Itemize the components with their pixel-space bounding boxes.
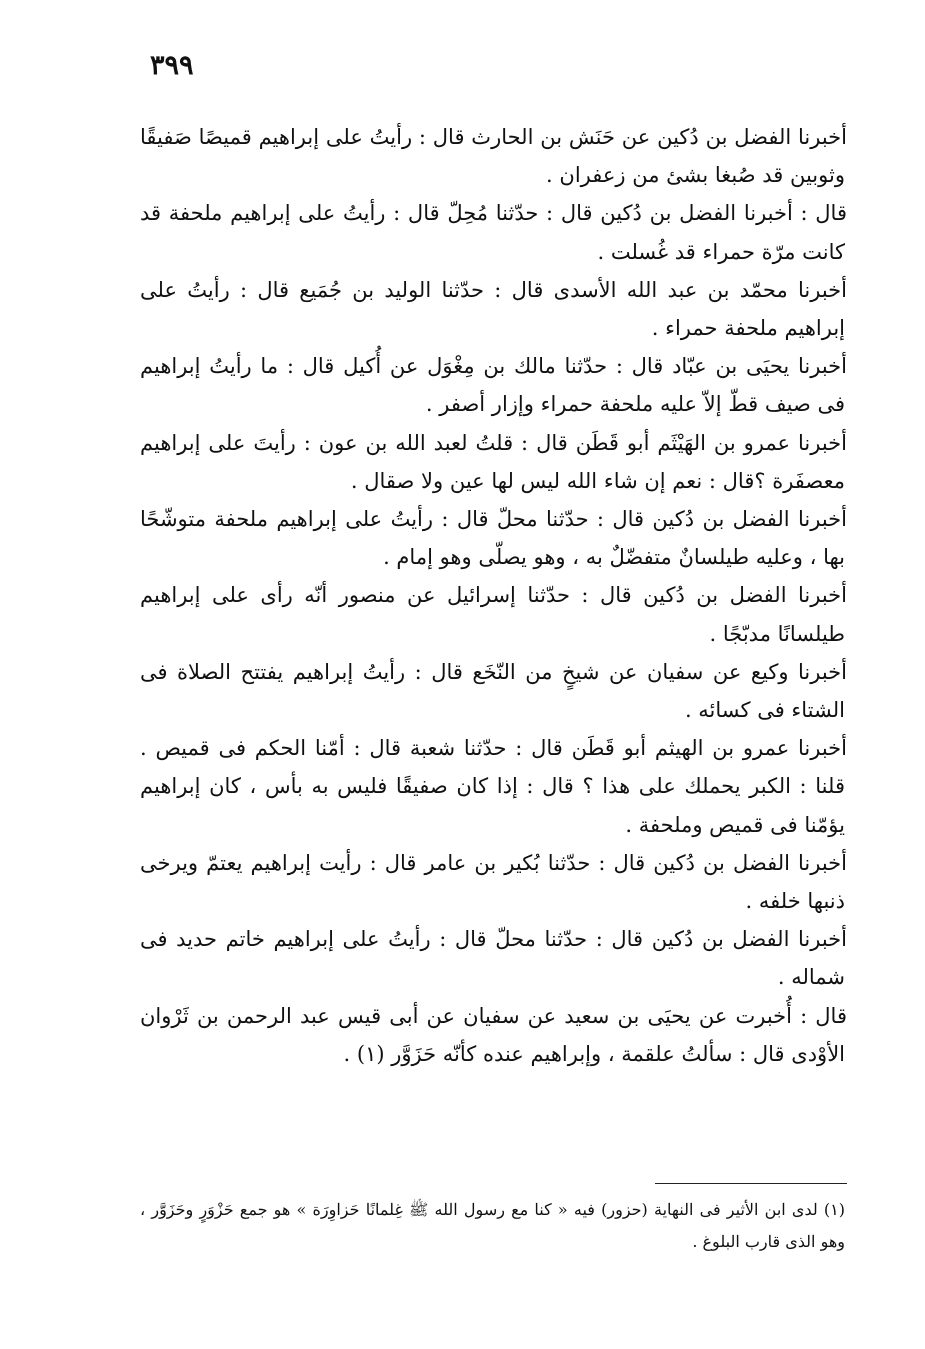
paragraph: أخبرنا الفضل بن دُكين قال : حدّثنا محلّ قال : رأيتُ على إبراهيم خاتم حديد فى شماله . bbox=[140, 927, 847, 990]
paragraph: أخبرنا عمرو بن الهَيْثَم أبو قَطَن قال : قلتُ لعبد الله بن عون : رأيتَ على إبراهيم معصفَرة ؟قال : نعم إن شاء الله ليس لها عين ولا صقال . bbox=[140, 430, 847, 493]
paragraph: أخبرنا وكيع عن سفيان عن شيخٍ من النّخَع قال : رأيتُ إبراهيم يفتتح الصلاة فى الشتاء فى كسائه . bbox=[140, 659, 847, 723]
main-text bbox=[140, 118, 845, 1073]
paragraph: أخبرنا الفضل بن دُكين قال : حدّثنا بُكير بن عامر قال : رأيت إبراهيم يعتمّ ويرخى ذنبها خلفه . bbox=[140, 850, 847, 914]
paragraph: أخبرنا عمرو بن الهيثم أبو قَطَن قال : حدّثنا شعبة قال : أمّنا الحكم فى قميص . قلنا : الكبر يحملك على هذا ؟ قال : إذا كان صفيقًا فليس به بأس ، كان إبراهيم يؤمّنا فى قميص وملحفة . bbox=[140, 736, 847, 837]
paragraph: أخبرنا الفضل بن دُكين قال : حدّثنا إسرائيل عن منصور أنّه رأى على إبراهيم طيلسانًا مدبّجًا . bbox=[140, 583, 847, 646]
paragraph: أخبرنا يحيَى بن عبّاد قال : حدّثنا مالك بن مِغْوَل عن أُكيل قال : ما رأيتُ إبراهيم فى صيف قطّ إلاّ عليه ملحفة حمراء وإزار أصفر . bbox=[140, 354, 847, 417]
footnote-divider bbox=[655, 1183, 847, 1184]
paragraph: قال : أُخبرت عن يحيَى بن سعيد عن سفيان عن أبى قيس عبد الرحمن بن ثَرْوان الأوْدى قال : سألتُ علقمة ، وإبراهيم عنده كأنّه حَزَوَّر (١) . bbox=[140, 1003, 847, 1066]
paragraph: قال : أخبرنا الفضل بن دُكين قال : حدّثنا مُحِلّ قال : رأيتُ على إبراهيم ملحفة قد كانت مرّة حمراء قد غُسلت . bbox=[140, 201, 847, 264]
paragraph: أخبرنا الفضل بن دُكين عن حَنَش بن الحارث قال : رأيتُ على إبراهيم قميصًا صَفيقًا وثوبين قد صُبغا بشئ من زعفران . bbox=[140, 125, 847, 188]
paragraph: أخبرنا محمّد بن عبد الله الأسدى قال : حدّثنا الوليد بن جُمَيع قال : رأيتُ على إبراهيم ملحفة حمراء . bbox=[140, 277, 847, 341]
footnote: (١) لدى ابن الأثير فى النهاية (حزور) فيه « كنا مع رسول الله ﷺ غِلمانًا حَزاوِرَة » هو جمع حَزْوَرٍ وحَزَوَّر ، وهو الذى قارب البلوغ . bbox=[140, 1200, 845, 1251]
paragraph: أخبرنا الفضل بن دُكين قال : حدّثنا محلّ قال : رأيتُ على إبراهيم ملحفة متوشّحًا بها ، وعليه طيلسانٌ متفضّلٌ به ، وهو يصلّى وهو إمام . bbox=[140, 507, 847, 570]
page-number: ٣٩٩ bbox=[150, 50, 194, 81]
